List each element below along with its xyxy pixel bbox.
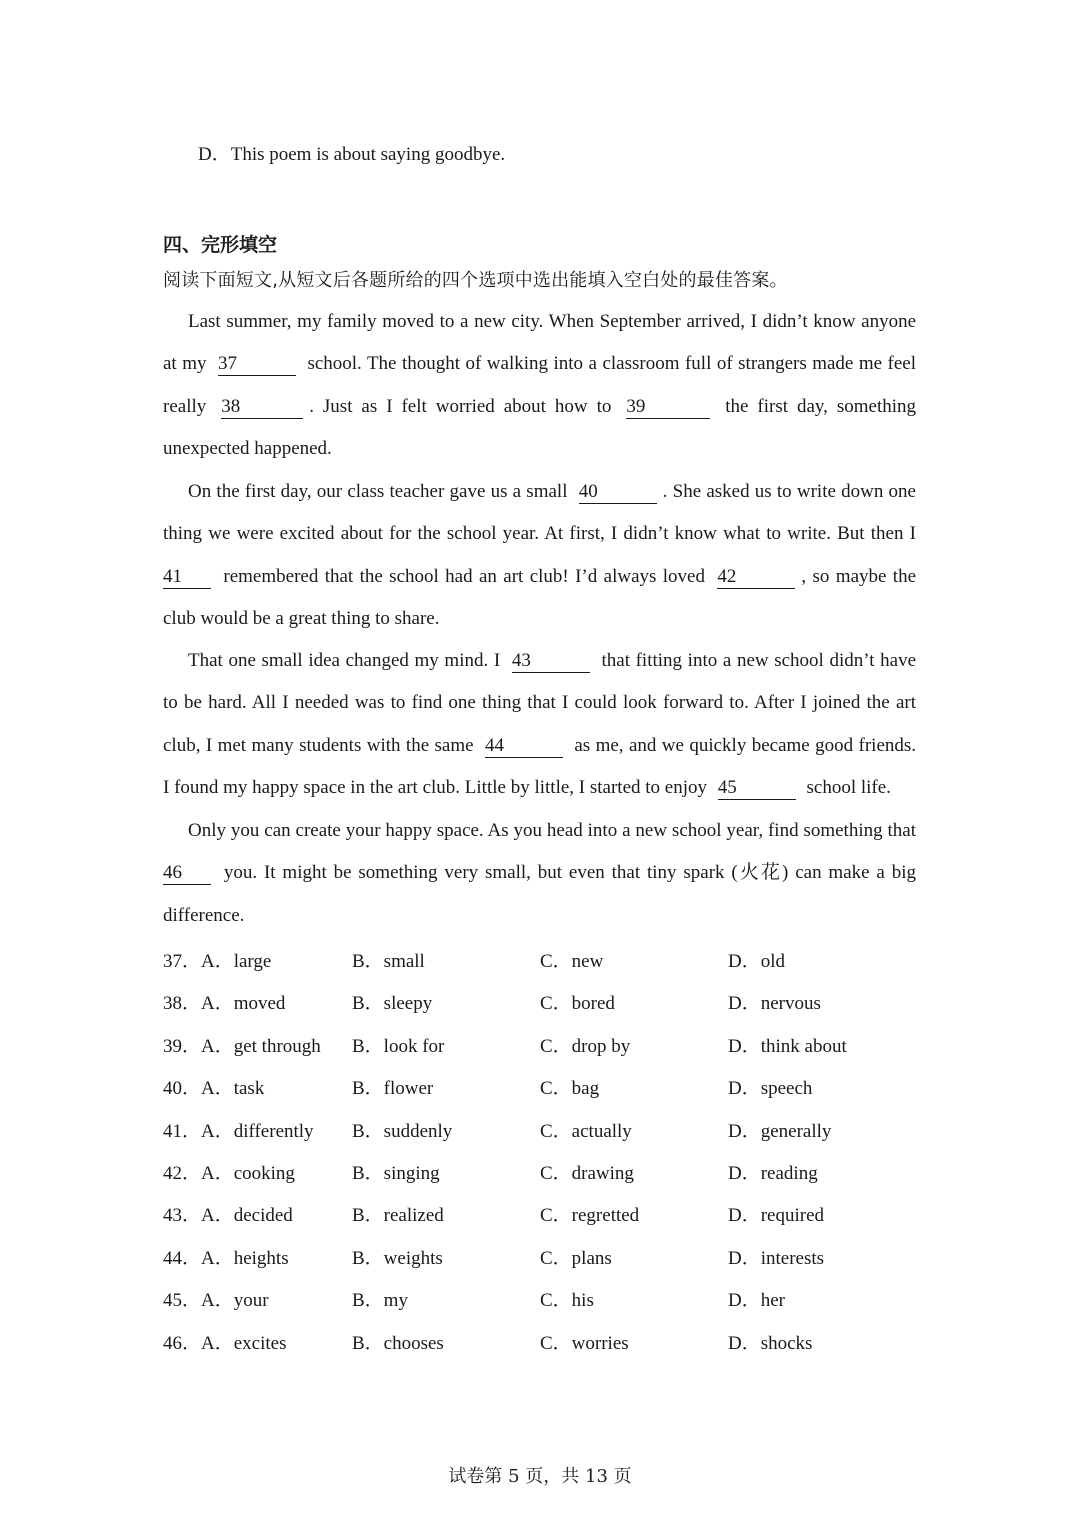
option-d: D．shocks <box>728 1333 813 1354</box>
paragraph-text: as me, and we quickly became good friends. I found my happy space in the art club. Little by little, I started to enjoy <box>163 734 917 799</box>
blank-38: 38 <box>221 396 303 419</box>
question-number: 44． <box>163 1248 202 1269</box>
paragraph-text: that fitting into a new school didn’t have to be hard. All I needed was to find one thing that I could look forward to. After I joined the art club, I met many students with the same <box>163 650 917 756</box>
option-b: B．suddenly <box>352 1121 453 1142</box>
paragraph-text: Last summer, my family moved to a new city. When September arrived, I didn’t know anyone at my <box>163 311 916 375</box>
paragraph-text: On the first day, our class teacher gave us a small <box>188 481 568 502</box>
blank-42: 42 <box>717 566 795 589</box>
paragraph-text: remembered that the school had an art club! I’d always loved <box>223 565 705 587</box>
option-c: C．bag <box>540 1078 600 1099</box>
option-b: B．flower <box>352 1078 434 1099</box>
option-c: C．actually <box>540 1121 632 1142</box>
option-b: B．my <box>352 1290 408 1311</box>
option-a: A．task <box>201 1078 265 1099</box>
blank-40: 40 <box>579 481 657 504</box>
instructions: 阅读下面短文,从短文后各题所给的四个选项中选出能填入空白处的最佳答案。 <box>163 270 788 291</box>
question-number: 42． <box>163 1163 202 1184</box>
option-b: B．realized <box>352 1205 444 1226</box>
option-d: D．required <box>728 1205 825 1226</box>
blank-45: 45 <box>718 777 796 800</box>
previous-question-option-d: D．This poem is about saying goodbye. <box>198 144 506 165</box>
option-a: A．differently <box>201 1121 314 1142</box>
passage-paragraph-3 <box>163 640 916 810</box>
blank-44: 44 <box>485 735 563 758</box>
question-row <box>163 988 923 1030</box>
passage-paragraph-2 <box>163 471 916 641</box>
option-b: B．look for <box>352 1036 445 1057</box>
option-c: C．bored <box>540 993 615 1014</box>
option-d: D．nervous <box>728 993 821 1014</box>
option-b: B．sleepy <box>352 993 433 1014</box>
paragraph-text: , so maybe the club would be a great thing to share. <box>163 565 917 630</box>
option-a: A．moved <box>201 993 286 1014</box>
question-row <box>163 1158 923 1200</box>
option-d: D．speech <box>728 1078 813 1099</box>
option-a: A．heights <box>201 1248 289 1269</box>
paragraph-text: . She asked us to write down one thing we were excited about for the school year. At first, I didn’t know what to write. But then I <box>163 481 916 545</box>
option-c: C．drop by <box>540 1036 631 1057</box>
option-a: A．cooking <box>201 1163 295 1184</box>
option-c: C．regretted <box>540 1205 640 1226</box>
option-b: B．weights <box>352 1248 443 1269</box>
option-b: B．chooses <box>352 1333 444 1354</box>
option-a: A．your <box>201 1290 269 1311</box>
blank-43: 43 <box>512 650 590 673</box>
blank-37: 37 <box>218 353 296 376</box>
option-a: A．decided <box>201 1205 293 1226</box>
option-d: D．interests <box>728 1248 825 1269</box>
paragraph-text: you. It might be something very small, but even that tiny spark (火花) can make a big difference. <box>163 862 916 926</box>
paragraph-text: . Just as I felt worried about how to <box>309 395 612 417</box>
question-number: 37． <box>163 951 202 972</box>
option-c: C．plans <box>540 1248 612 1269</box>
option-d: D．think about <box>728 1036 847 1057</box>
option-d: D．generally <box>728 1121 832 1142</box>
question-number: 46． <box>163 1333 202 1354</box>
question-row <box>163 1200 923 1242</box>
paragraph-text: school. The thought of walking into a classroom full of strangers made me feel really <box>163 353 917 417</box>
option-d: D．old <box>728 951 786 972</box>
option-a: A．excites <box>201 1333 287 1354</box>
blank-46: 46 <box>163 862 211 885</box>
question-number: 41． <box>163 1121 202 1142</box>
option-c: C．worries <box>540 1333 629 1354</box>
question-row <box>163 1243 923 1285</box>
option-a: A．large <box>201 951 272 972</box>
option-c: C．drawing <box>540 1163 634 1184</box>
passage-paragraph-4 <box>163 810 916 937</box>
paragraph-text: school life. <box>806 777 891 799</box>
option-b: B．small <box>352 951 425 972</box>
blank-41: 41 <box>163 566 211 589</box>
question-row <box>163 1116 923 1158</box>
option-c: C．new <box>540 951 604 972</box>
question-number: 39． <box>163 1036 202 1057</box>
question-number: 40． <box>163 1078 202 1099</box>
passage-paragraph-1 <box>163 301 916 471</box>
option-a: A．get through <box>201 1036 321 1057</box>
question-row <box>163 1285 923 1327</box>
question-row <box>163 1328 923 1370</box>
question-row <box>163 1031 923 1073</box>
option-c: C．his <box>540 1290 594 1311</box>
page-footer: 试卷第 5 页，共 13 页 <box>448 1466 632 1487</box>
question-row <box>163 946 923 988</box>
blank-39: 39 <box>626 396 710 419</box>
section-title: 四、完形填空 <box>163 234 278 256</box>
option-b: B．singing <box>352 1163 440 1184</box>
question-number: 38． <box>163 993 202 1014</box>
question-number: 43． <box>163 1205 202 1226</box>
paragraph-text: Only you can create your happy space. As you head into a new school year, find something that <box>188 820 916 841</box>
question-number: 45． <box>163 1290 202 1311</box>
question-row <box>163 1073 923 1115</box>
option-d: D．reading <box>728 1163 818 1184</box>
paragraph-text: the first day, something unexpected happened. <box>163 395 917 460</box>
option-d: D．her <box>728 1290 785 1311</box>
paragraph-text: That one small idea changed my mind. I <box>188 650 501 671</box>
